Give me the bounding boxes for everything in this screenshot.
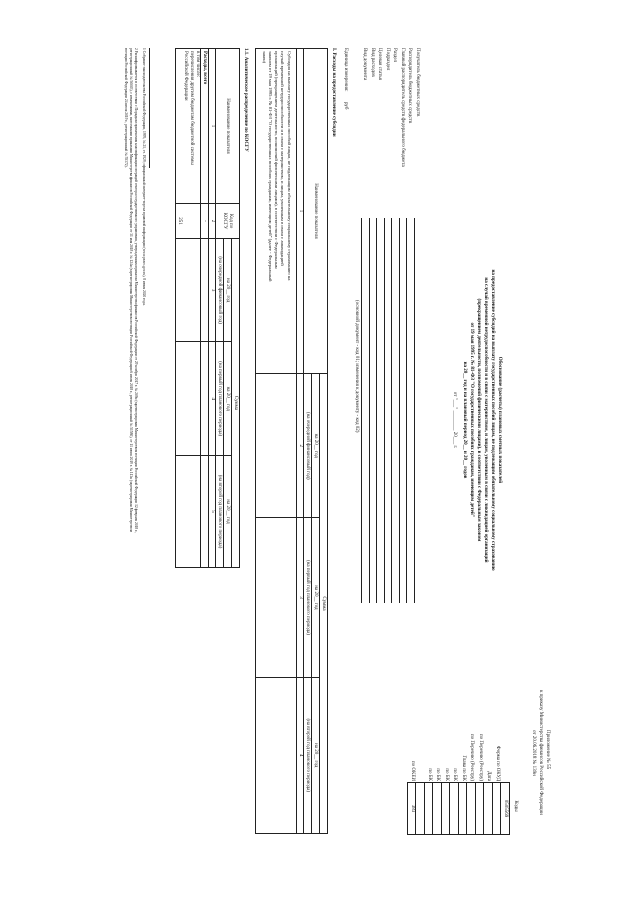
fields-block xyxy=(360,48,420,608)
codes-row-value: 383 xyxy=(408,783,417,835)
codes-row-label: по БК xyxy=(435,768,441,781)
section1-title: I. Расходы на предоставление субсидии xyxy=(331,48,336,137)
s11-year2-sub: (на первый год планового периода) xyxy=(216,342,224,456)
s11-year2: на 20__ год xyxy=(224,342,232,456)
s11-row-total: Расходы, всего xyxy=(201,49,209,204)
codes-row xyxy=(408,610,417,835)
codes-row xyxy=(467,610,476,835)
codes-row xyxy=(433,610,442,835)
order-date: от 20.06.2018 № 139н xyxy=(531,730,536,776)
footnote-2-end: юстиции Российской Федерации 24 июля 2019 г., регистрационный № 55372). xyxy=(124,48,128,168)
footnote-1: 1 Собрание законодательства Российской Федерации, 1995, № 21, ст. 1929; официальный интернет-портал правовой информации (www.pravo.gov.ru), 8 июня 2020 года. xyxy=(142,48,146,306)
codes-row-value xyxy=(433,783,442,835)
field-label: Целевая статья xyxy=(377,48,383,80)
footnote-2-cont: регистрационный № 50003), с изменениями, внесенными приказами Министерства финансов Российской Федерации от 31 мая 2018 г. № 124н (зарегистрирован Министерством юстиции Российской Федерации 6 июля 2018 г., регистрационный № 51580), от 11 июля 2019 г. № 113н (зарегистрирован Министерством xyxy=(129,48,133,532)
codes-row-label: по Перечню (Реестру) xyxy=(469,733,475,781)
field-underline xyxy=(414,218,415,603)
codes-row-label: по БК xyxy=(443,768,449,781)
section11-title: 1.1. Аналитическое распределение по КОСГУ xyxy=(243,48,248,152)
codes-row xyxy=(459,610,468,835)
field-underline xyxy=(362,218,363,603)
s1-year3: на 20__ год xyxy=(312,677,320,834)
s11-row-transfers: в том числе: перечисления другим бюджетам бюджетной системы Российской Федерации xyxy=(176,49,201,204)
codes-row-value xyxy=(476,783,485,835)
codes-table xyxy=(407,610,510,835)
title-line-1: Обоснование (расчеты) плановых сметных показателей xyxy=(497,356,502,484)
field-label: Вид документа xyxy=(362,48,368,81)
codes-row-value xyxy=(416,783,425,835)
s11-year3: на 20__ год xyxy=(224,456,232,568)
s11-num-3: 3 xyxy=(209,239,216,342)
s11-col-name: Наименование показателя xyxy=(216,49,240,204)
codes-row-label: по БК xyxy=(426,768,432,781)
s11-num-4: 4 xyxy=(209,342,216,456)
section11-table xyxy=(175,48,240,568)
codes-row-label: по ОКЕИ xyxy=(409,760,415,781)
s1-num-2: 2 xyxy=(297,374,304,518)
s1-row-val-1 xyxy=(256,374,297,518)
codes-row-value xyxy=(450,783,459,835)
s1-num-3: 3 xyxy=(297,518,304,677)
field-underline xyxy=(399,218,400,603)
title-line-2: на предоставление субсидий на выплату государственных пособий лицам, не подлежащим обязательному социальному страхованию xyxy=(490,269,495,571)
table-cell xyxy=(176,239,201,342)
codes-row xyxy=(476,610,485,835)
field-label: Получатель бюджетных средств xyxy=(415,48,420,117)
table-cell xyxy=(201,342,209,456)
codes-row-value xyxy=(493,783,502,835)
s1-col-sum: Сумма xyxy=(320,374,328,834)
s11-col-code: Код по КОСГУ xyxy=(216,204,240,239)
appendix-number: Приложение № 55 xyxy=(545,730,550,770)
field-label: Вид расходов xyxy=(370,48,375,77)
field-label: Главный распорядитель средств федерального бюджета xyxy=(400,48,405,167)
codes-row xyxy=(425,610,434,835)
title-line-4: (прекращением деятельности, полномочий физическими лицами), в соответствии с Федеральным законом xyxy=(476,298,481,542)
codes-row-label: Форма по ОКУД xyxy=(494,745,500,781)
codes-row-label: по БК xyxy=(452,768,458,781)
s11-year1: на 20__ год xyxy=(224,239,232,342)
field-underline xyxy=(407,218,408,603)
title-line-6: на 20__ год и на плановый период 20__ и 20__ годов xyxy=(462,361,467,479)
date-line: от "___" ________ 20___ г. xyxy=(452,391,457,449)
codes-row xyxy=(450,610,459,835)
codes-row-label: по Перечню (Реестру) xyxy=(477,733,483,781)
s1-row-text: Субсидия на выплату государственных пособий лицам, не подлежащим обязательному социальному страхованию на случай временной нетрудоспособности и в связи с материнством, и лицам, уволенным в связи с ликвидацией организаций (прекращением деятельности, полномочий физическими лицами), в соответствии с Федеральным законом от 19 мая 1995 г. № 81-ФЗ "О государственных пособиях гражданам, имеющим детей" (далее - Федеральный закон) xyxy=(256,49,297,374)
s11-year1-sub: (на очередной финансовый год) xyxy=(216,239,224,342)
s1-col-name: Наименование показателя xyxy=(304,49,328,374)
s1-num-4: 4 xyxy=(297,677,304,834)
codes-row-label: Глава по БК xyxy=(460,755,466,781)
table-cell xyxy=(201,456,209,568)
field-label: Раздел xyxy=(392,48,398,63)
field-underline xyxy=(369,218,370,603)
order-reference: к приказу Министерства финансов Российской Федерации xyxy=(538,690,543,815)
codes-row-label: Дата xyxy=(486,771,492,781)
unit-label: Единица измерения: xyxy=(343,48,348,92)
s1-year1-sub: (на очередной финансовый год) xyxy=(304,374,312,518)
rotated-form xyxy=(85,40,560,840)
codes-row-value xyxy=(467,783,476,835)
codes-row xyxy=(493,610,502,835)
s1-year2-sub: (на первый год планового периода) xyxy=(304,518,312,677)
footnote-divider xyxy=(149,48,150,168)
s11-num-2: 2 xyxy=(209,204,216,239)
table-cell xyxy=(176,456,201,568)
table-cell xyxy=(201,239,209,342)
codes-header: Коды xyxy=(513,800,518,812)
field-label: Подраздел xyxy=(385,48,390,71)
codes-row-value xyxy=(425,783,434,835)
codes-row-value xyxy=(442,783,451,835)
s11-row-total-code: - xyxy=(201,204,209,239)
unit-value: руб xyxy=(343,102,348,110)
codes-row xyxy=(501,610,510,835)
table-cell xyxy=(176,342,201,456)
field-underline xyxy=(377,218,378,603)
s11-row-transfers-code: 251 xyxy=(176,204,201,239)
s1-year3-sub: (на второй год планового периода) xyxy=(304,677,312,834)
s11-num-1: 1 xyxy=(209,49,216,204)
s1-year2: на 20__ год xyxy=(312,518,320,677)
section1-table xyxy=(255,48,328,834)
codes-row-value: 0505569 xyxy=(501,783,510,835)
title-line-5: от 19 мая 1995 г. № 81-ФЗ "О государственных пособиях гражданам, имеющим детей" xyxy=(469,322,474,518)
codes-row xyxy=(484,610,493,835)
codes-row-label xyxy=(416,610,425,783)
s1-num-1: 1 xyxy=(297,49,304,374)
s1-year1: на 20__ год xyxy=(312,374,320,518)
s11-year3-sub: (на второй год планового периода) xyxy=(216,456,224,568)
field-label: Распорядитель бюджетных средств xyxy=(407,48,413,124)
s1-row-val-3 xyxy=(256,677,297,834)
s11-num-5: 5 xyxy=(209,456,216,568)
s1-row-val-2 xyxy=(256,518,297,677)
codes-row-value xyxy=(484,783,493,835)
codes-row xyxy=(442,610,451,835)
field-underline xyxy=(392,218,393,603)
codes-row xyxy=(416,610,425,835)
doc-type-note: (основной документ - код 01; изменения к документу - код 02) xyxy=(354,300,359,433)
codes-row-value xyxy=(459,783,468,835)
codes-row-label xyxy=(501,610,510,783)
footnote-2: 2 Расшифровывается в соответствии с Порядком применения классификации операций сектора государственного управления, утвержденным приказом Министерства финансов Российской Федерации от 29 ноября 2017 г. № 209н (зарегистрирован Министерством юстиции Российской Федерации 12 февраля 2018 г., xyxy=(134,48,138,533)
title-line-3: на случай временной нетрудоспособности и в связи с материнством, и лицам, уволенным в связи с ликвидацией организаций xyxy=(483,277,488,563)
s11-col-sum: Сумма xyxy=(232,239,240,568)
field-underline xyxy=(384,218,385,603)
